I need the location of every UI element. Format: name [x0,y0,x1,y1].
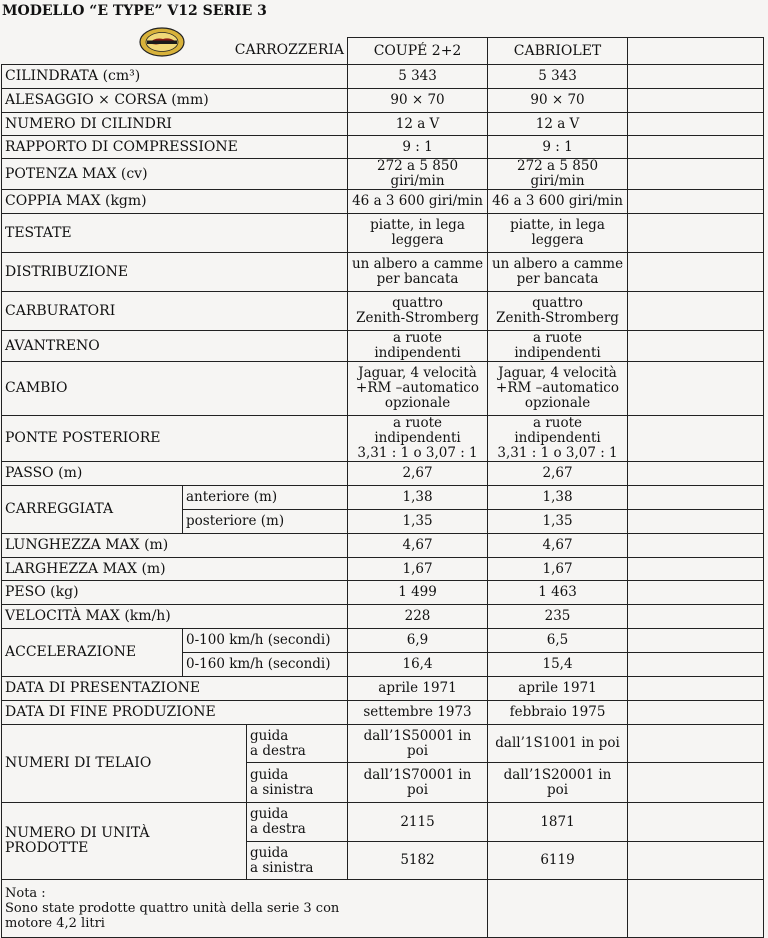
row-label: RAPPORTO DI COMPRESSIONE [2,136,348,159]
table-row [2,292,764,331]
sub-label: 0-160 km/h (secondi) [183,653,348,677]
cell-coupe: a ruote indipendenti [348,331,488,362]
sub-label: anteriore (m) [183,486,348,510]
table-row [2,136,764,159]
cell-coupe: 4,67 [348,534,488,558]
cell-cabriolet: 6119 [488,842,628,880]
row-label: CILINDRATA (cm³) [2,65,348,89]
row-label: PONTE POSTERIORE [2,416,348,462]
cell-coupe: 5182 [348,842,488,880]
row-label: NUMERI DI TELAIO [2,725,247,803]
cell-cabriolet: 1,38 [488,486,628,510]
cell-coupe: 90 × 70 [348,89,488,113]
sub-label: guida a destra [247,803,348,842]
row-label: LARGHEZZA MAX (m) [2,558,348,581]
header-coupe: COUPÉ 2+2 [348,38,488,65]
header-cabriolet: CABRIOLET [488,38,628,65]
sub-label: guida a destra [247,725,348,763]
cell-coupe: 5 343 [348,65,488,89]
sub-label: guida a sinistra [247,763,348,803]
table-row [2,486,764,510]
table-row [2,331,764,362]
cell-cabriolet: 1871 [488,803,628,842]
cell-cabriolet: 235 [488,605,628,629]
table-row [2,416,764,462]
row-label: ALESAGGIO × CORSA (mm) [2,89,348,113]
cell-coupe: dall’1S50001 in poi [348,725,488,763]
cell-coupe: dall’1S70001 in poi [348,763,488,803]
cell-coupe: 2115 [348,803,488,842]
cell-coupe: 46 a 3 600 giri/min [348,190,488,214]
cell-coupe: 272 a 5 850 giri/min [348,159,488,190]
cell-cabriolet: 1 463 [488,581,628,605]
cell-cabriolet: 90 × 70 [488,89,628,113]
cell-coupe: settembre 1973 [348,701,488,725]
cell-coupe: piatte, in lega leggera [348,214,488,253]
cell-coupe: aprile 1971 [348,677,488,701]
row-label: POTENZA MAX (cv) [2,159,348,190]
cell-cabriolet: 6,5 [488,629,628,653]
cell-coupe: 12 a V [348,113,488,136]
cell-coupe: 228 [348,605,488,629]
row-label: CARBURATORI [2,292,348,331]
sub-label: guida a sinistra [247,842,348,880]
cell-coupe: 1,67 [348,558,488,581]
row-label: TESTATE [2,214,348,253]
header-row [2,38,764,65]
row-label: LUNGHEZZA MAX (m) [2,534,348,558]
row-label: VELOCITÀ MAX (km/h) [2,605,348,629]
table-row [2,677,764,701]
table-row [2,534,764,558]
table-row [2,190,764,214]
cell-cabriolet: dall’1S20001 in poi [488,763,628,803]
table-row [2,89,764,113]
row-label: CARREGGIATA [2,486,183,534]
table-row [2,605,764,629]
row-label: DATA DI PRESENTAZIONE [2,677,348,701]
table-row [2,159,764,190]
cell-coupe: a ruote indipendenti 3,31 : 1 o 3,07 : 1 [348,416,488,462]
table-row [2,558,764,581]
cell-cabriolet: piatte, in lega leggera [488,214,628,253]
row-label: COPPIA MAX (kgm) [2,190,348,214]
cell-cabriolet: un albero a camme per bancata [488,253,628,292]
cell-cabriolet: 4,67 [488,534,628,558]
cell-coupe: 16,4 [348,653,488,677]
page-title: MODELLO “E TYPE” V12 SERIE 3 [2,3,267,19]
table-row [2,113,764,136]
cell-cabriolet: 1,67 [488,558,628,581]
specifications-table [1,37,764,938]
header-carrozzeria: CARROZZERIA [234,42,345,59]
table-row [2,725,764,763]
row-label: NUMERO DI UNITÀ PRODOTTE [2,803,247,880]
row-label: NUMERO DI CILINDRI [2,113,348,136]
cell-cabriolet: quattro Zenith-Stromberg [488,292,628,331]
row-label: AVANTRENO [2,331,348,362]
table-row [2,65,764,89]
row-label: ACCELERAZIONE [2,629,183,677]
table-row [2,581,764,605]
cell-cabriolet: 9 : 1 [488,136,628,159]
cell-cabriolet: aprile 1971 [488,677,628,701]
cell-cabriolet: dall’1S1001 in poi [488,725,628,763]
note-row [2,880,764,938]
sub-label: posteriore (m) [183,510,348,534]
cell-cabriolet: a ruote indipendenti 3,31 : 1 o 3,07 : 1 [488,416,628,462]
note-text: Nota : Sono state prodotte quattro unità della serie 3 con motore 4,2 litri [2,880,488,938]
cell-coupe: 1 499 [348,581,488,605]
cell-coupe: Jaguar, 4 velocità +RM –automatico opzionale [348,362,488,416]
table-row [2,629,764,653]
row-label: DATA DI FINE PRODUZIONE [2,701,348,725]
table-row [2,362,764,416]
table-row [2,803,764,842]
table-row [2,253,764,292]
row-label: DISTRIBUZIONE [2,253,348,292]
cell-cabriolet: a ruote indipendenti [488,331,628,362]
cell-cabriolet: 46 a 3 600 giri/min [488,190,628,214]
cell-coupe: 9 : 1 [348,136,488,159]
cell-cabriolet: 5 343 [488,65,628,89]
row-label: CAMBIO [2,362,348,416]
cell-coupe: 1,35 [348,510,488,534]
cell-cabriolet: febbraio 1975 [488,701,628,725]
cell-cabriolet: Jaguar, 4 velocità +RM –automatico opzionale [488,362,628,416]
cell-coupe: un albero a camme per bancata [348,253,488,292]
cell-cabriolet: 272 a 5 850 giri/min [488,159,628,190]
table-row [2,214,764,253]
cell-cabriolet: 1,35 [488,510,628,534]
cell-coupe: 6,9 [348,629,488,653]
cell-coupe: 2,67 [348,462,488,486]
row-label: PESO (kg) [2,581,348,605]
cell-cabriolet: 12 a V [488,113,628,136]
cell-coupe: 1,38 [348,486,488,510]
cell-coupe: quattro Zenith-Stromberg [348,292,488,331]
sub-label: 0-100 km/h (secondi) [183,629,348,653]
table-row [2,701,764,725]
row-label: PASSO (m) [2,462,348,486]
cell-cabriolet: 2,67 [488,462,628,486]
table-row [2,462,764,486]
cell-cabriolet: 15,4 [488,653,628,677]
